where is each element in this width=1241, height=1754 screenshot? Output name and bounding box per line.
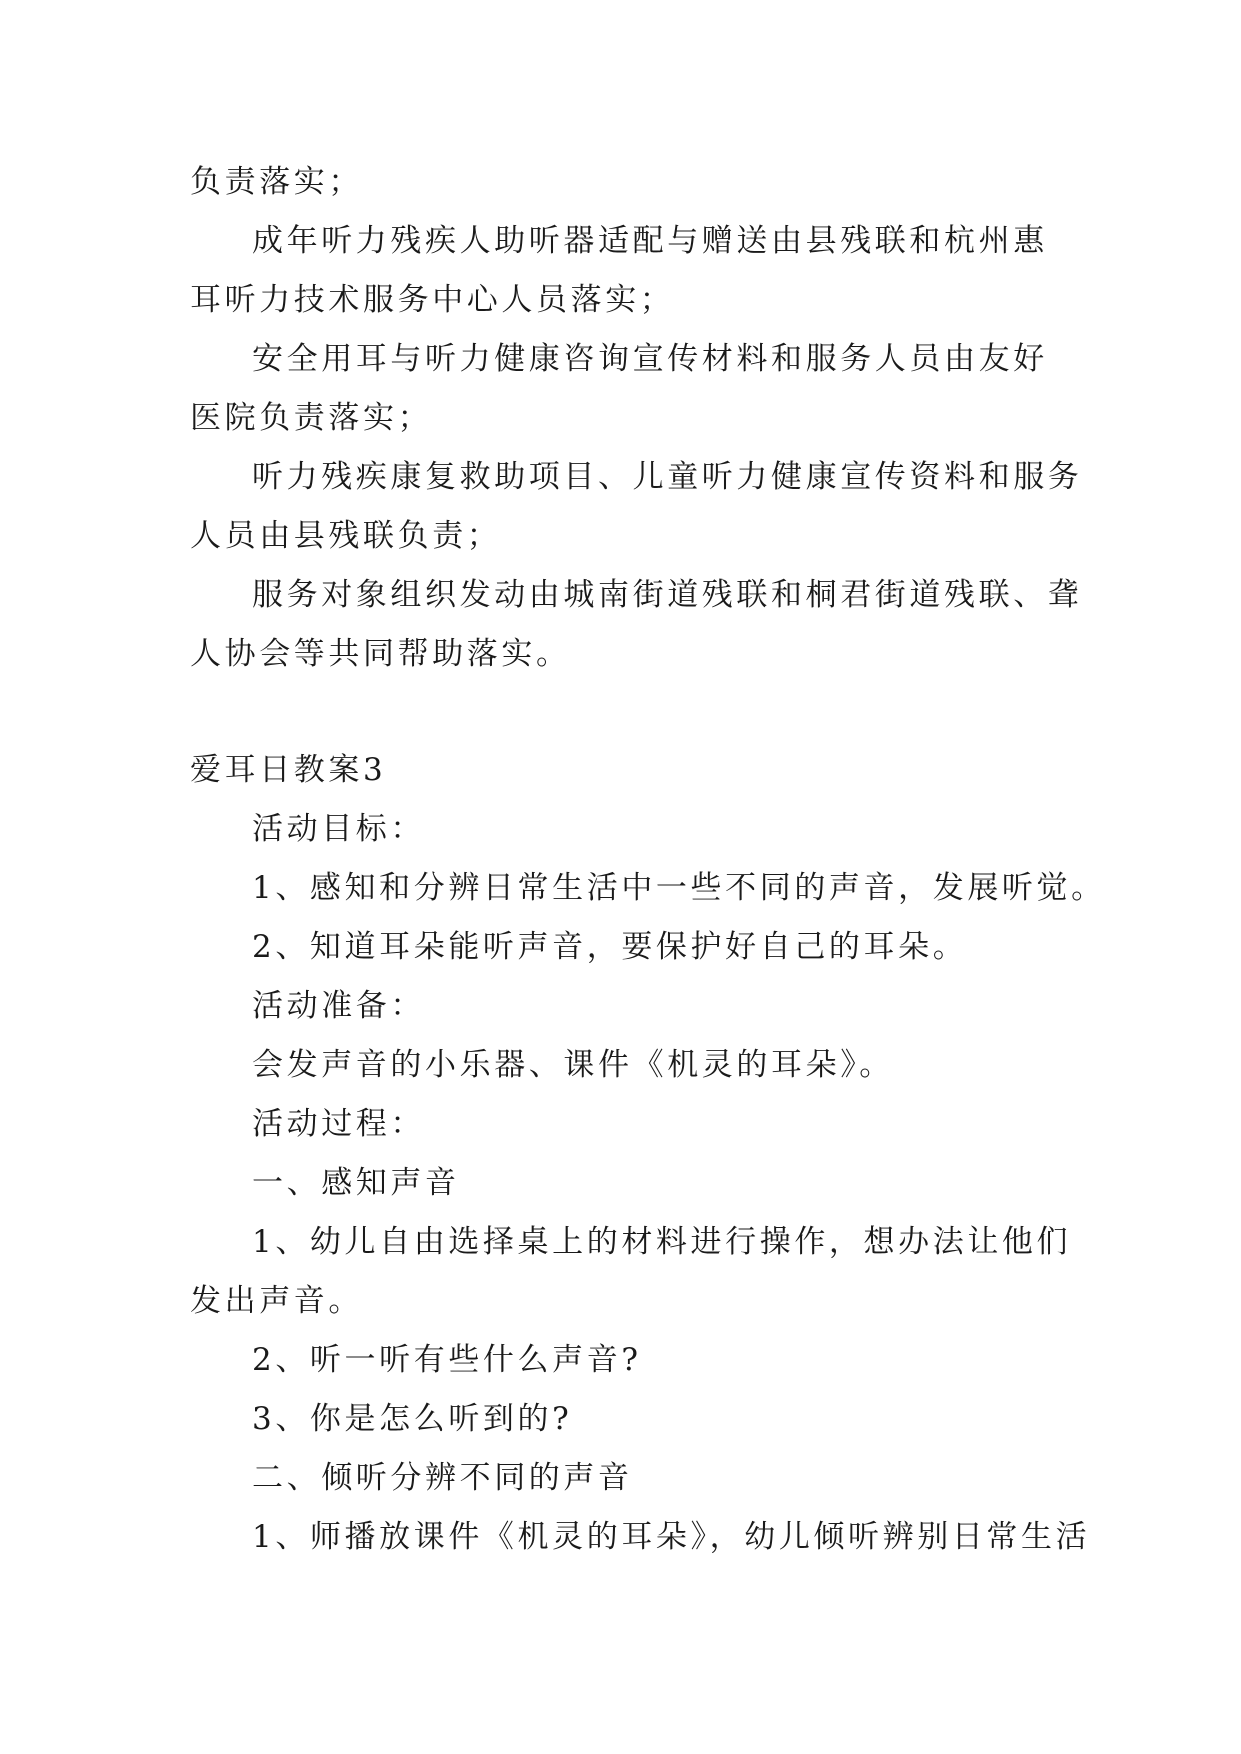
paragraph-line: 耳听力技术服务中心人员落实；	[190, 282, 675, 318]
paragraph-line: 活动准备：	[252, 988, 425, 1024]
paragraph-line: 发出声音。	[190, 1283, 363, 1319]
paragraph-line: 人员由县残联负责；	[190, 518, 502, 554]
paragraph-line: 负责落实；	[190, 164, 363, 200]
section-heading: 爱耳日教案3	[190, 752, 387, 788]
paragraph-line: 1、感知和分辨日常生活中一些不同的声音，发展听觉。	[252, 870, 1106, 906]
paragraph-line: 服务对象组织发动由城南街道残联和桐君街道残联、聋	[252, 577, 1083, 613]
paragraph-line: 成年听力残疾人助听器适配与赠送由县残联和杭州惠	[252, 223, 1048, 259]
paragraph-line: 活动目标：	[252, 811, 425, 847]
paragraph-line: 听力残疾康复救助项目、儿童听力健康宣传资料和服务	[252, 459, 1083, 495]
paragraph-line: 1、幼儿自由选择桌上的材料进行操作，想办法让他们	[252, 1224, 1072, 1260]
paragraph-line: 一、感知声音	[252, 1165, 460, 1201]
paragraph-line: 二、倾听分辨不同的声音	[252, 1460, 633, 1496]
paragraph-line: 2、听一听有些什么声音?	[252, 1342, 642, 1378]
paragraph-line: 1、师播放课件《机灵的耳朵》，幼儿倾听辨别日常生活	[252, 1519, 1091, 1555]
paragraph-line: 3、你是怎么听到的?	[252, 1401, 573, 1437]
paragraph-line: 活动过程：	[252, 1106, 425, 1142]
paragraph-line: 会发声音的小乐器、课件《机灵的耳朵》。	[252, 1047, 894, 1083]
paragraph-line: 人协会等共同帮助落实。	[190, 636, 571, 672]
paragraph-line: 安全用耳与听力健康咨询宣传材料和服务人员由友好	[252, 341, 1048, 377]
paragraph-line: 2、知道耳朵能听声音，要保护好自己的耳朵。	[252, 929, 968, 965]
paragraph-line: 医院负责落实；	[190, 400, 433, 436]
